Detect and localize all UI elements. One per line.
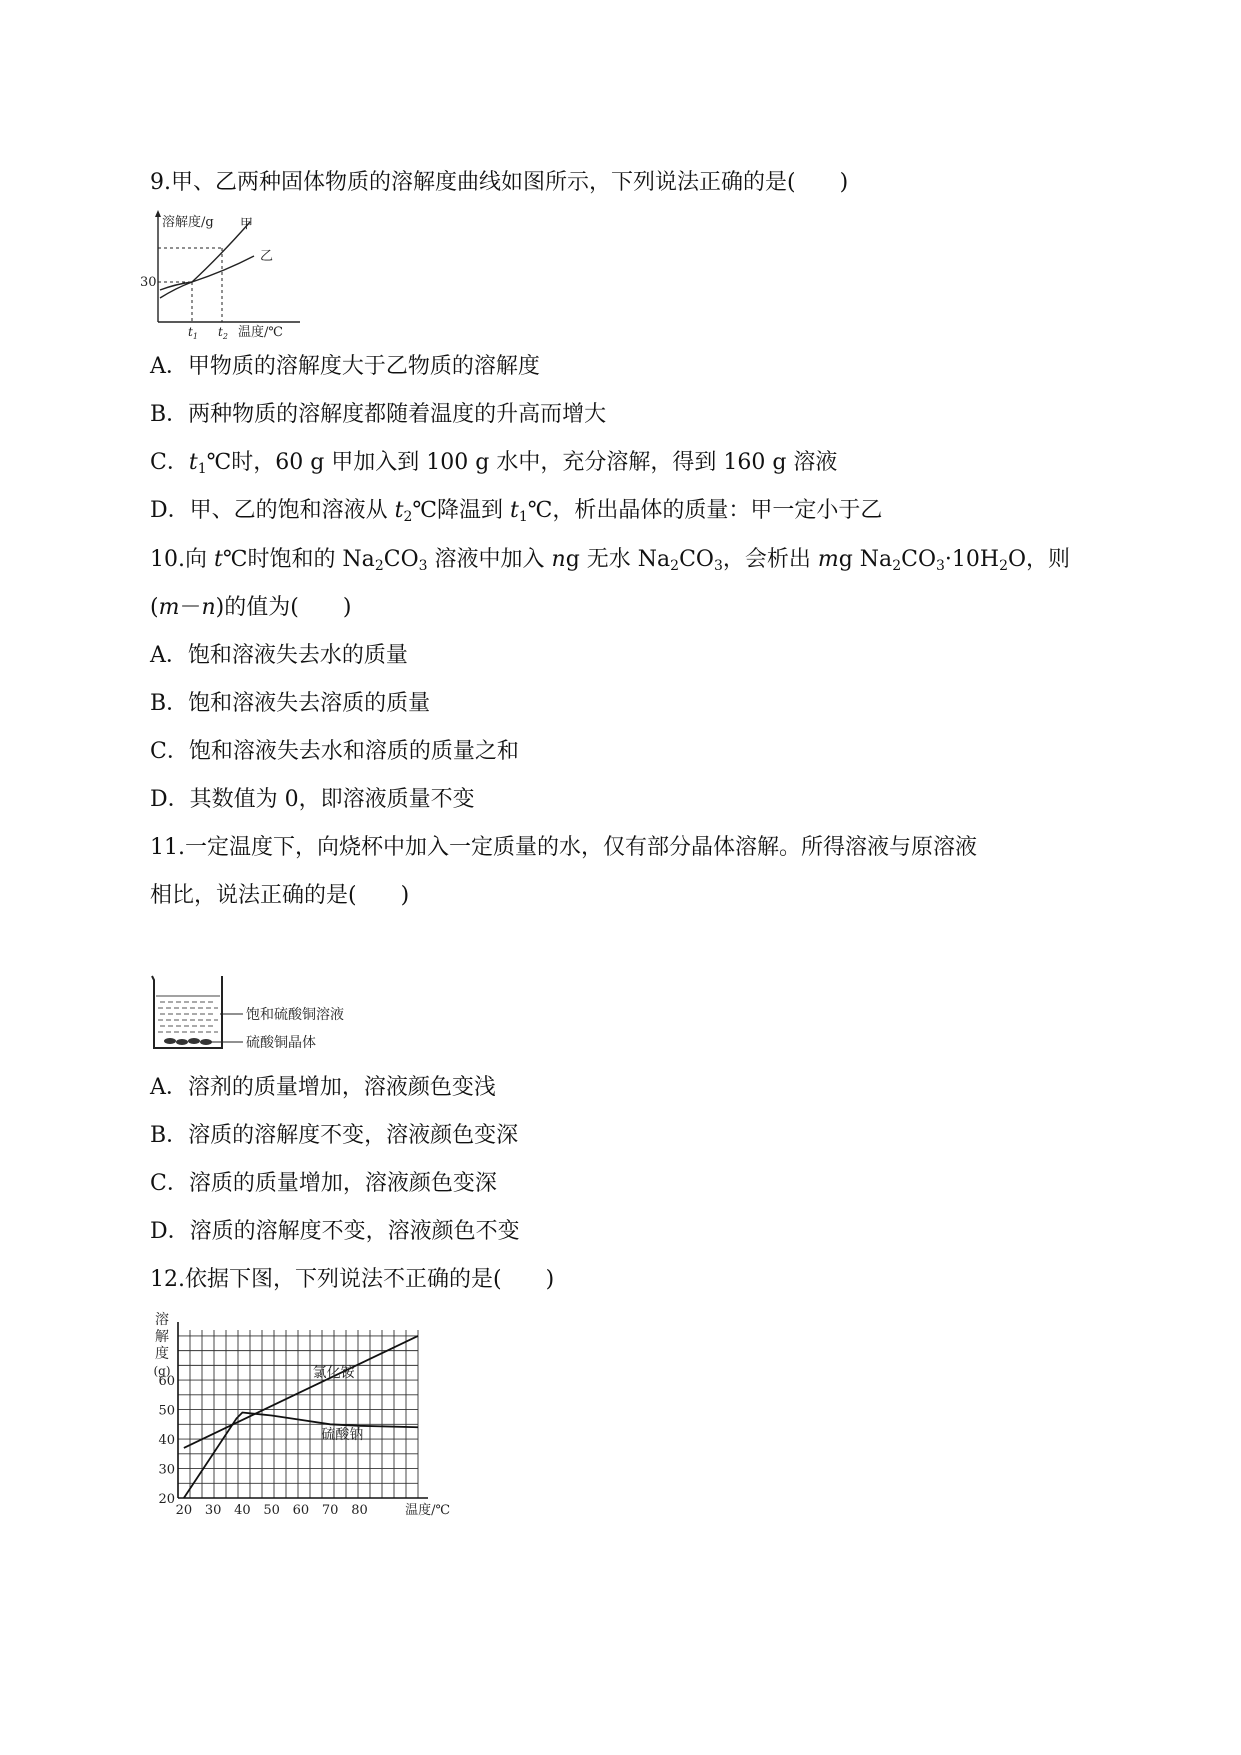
series-line-na2so4 (184, 1413, 418, 1498)
y-tick-label: 20 (158, 1492, 175, 1507)
y-axis-unit: (g) (153, 1364, 171, 1378)
series-line-nh4cl (184, 1336, 418, 1448)
q9-tick-t2: $t_2$ (218, 325, 228, 341)
q10-option-a: A．饱和溶液失去水的质量 (150, 643, 408, 668)
q9-solubility-figure (140, 208, 320, 343)
y-axis-label-char: 溶 (155, 1312, 169, 1328)
y-tick-label: 50 (158, 1403, 175, 1419)
y-axis-label-char: 度 (155, 1346, 169, 1362)
q11-label-crystal: 硫酸铜晶体 (246, 1035, 316, 1051)
q11-option-b: B．溶质的溶解度不变，溶液颜色变深 (150, 1123, 519, 1148)
q9-option-b: B．两种物质的溶解度都随着温度的升高而增大 (150, 402, 607, 427)
x-tick-label: 80 (351, 1503, 368, 1518)
q9-option-a: A．甲物质的溶解度大于乙物质的溶解度 (150, 354, 540, 379)
q9-curve-jia (160, 222, 250, 298)
q11-option-d: D．溶质的溶解度不变，溶液颜色不变 (150, 1219, 520, 1244)
y-tick-label: 30 (158, 1462, 175, 1478)
x-tick-label: 40 (234, 1503, 251, 1518)
x-axis-label: 温度/℃ (405, 1503, 450, 1518)
x-tick-label: 70 (321, 1503, 339, 1518)
y-axis-label-char: 解 (155, 1329, 169, 1345)
x-tick-label: 60 (292, 1503, 310, 1518)
q10-option-b: B．饱和溶液失去溶质的质量 (150, 691, 431, 716)
q11-solution-hatch (158, 1002, 218, 1032)
x-tick-label: 20 (175, 1503, 193, 1518)
q9-x-label: 温度/℃ (238, 325, 283, 340)
y-tick-label: 60 (158, 1374, 175, 1390)
q10-option-c: C．饱和溶液失去水和溶质的质量之和 (150, 739, 519, 764)
q11-option-c: C．溶质的质量增加，溶液颜色变深 (150, 1171, 497, 1196)
q9-curve-yi (160, 256, 254, 290)
q9-y-label: 溶解度/g (162, 215, 214, 230)
q9-label-yi: 乙 (260, 249, 274, 264)
q9-label-jia: 甲 (240, 217, 254, 232)
q9-y-axis-arrow-icon (155, 210, 161, 217)
q10-stem-line2: (m－n)的值为( ) (150, 595, 352, 620)
q11-beaker-figure (148, 972, 398, 1054)
q12-solubility-chart (150, 1310, 450, 1530)
x-tick-label: 50 (263, 1503, 280, 1518)
y-tick-label: 40 (158, 1433, 175, 1449)
series-label-nh4cl: 氯化铵 (312, 1365, 355, 1382)
q9-y-tick-30: 30 (140, 275, 157, 290)
q9-option-d: D．甲、乙的饱和溶液从 $t_2℃$降温到 $t_1℃$，析出晶体的质量：甲一定小于乙 (150, 498, 883, 525)
q11-option-a: A．溶剂的质量增加，溶液颜色变浅 (150, 1075, 496, 1100)
q11-stem-line1: 11.一定温度下，向烧杯中加入一定质量的水，仅有部分晶体溶解。所得溶液与原溶液 (150, 835, 977, 860)
q10-option-d: D．其数值为 0，即溶液质量不变 (150, 787, 475, 812)
q9-tick-t1: $t_1$ (188, 325, 198, 341)
series-label-na2so4: 硫酸钠 (321, 1427, 364, 1444)
q11-crystal-layer (164, 1038, 212, 1045)
q11-label-solution: 饱和硫酸铜溶液 (246, 1007, 344, 1023)
q11-stem-line2: 相比，说法正确的是( ) (150, 883, 410, 908)
q10-stem-line1: 10.向 t℃时饱和的 $Na_2CO_3$ 溶液中加入 ng 无水 $Na_2CO_3$，会析出 mg $Na_2CO_3\cdot 10H_2O$，则 (150, 547, 1071, 574)
q9-stem: 9.甲、乙两种固体物质的溶解度曲线如图所示，下列说法正确的是( ) (150, 170, 849, 195)
q12-stem: 12.依据下图，下列说法不正确的是( ) (150, 1267, 555, 1292)
q11-beaker-outline (152, 976, 222, 1048)
q9-option-c: C．$t_1℃$时，60 g 甲加入到 100 g 水中，充分溶解，得到 160 g 溶液 (150, 450, 838, 477)
x-tick-label: 30 (204, 1503, 222, 1518)
